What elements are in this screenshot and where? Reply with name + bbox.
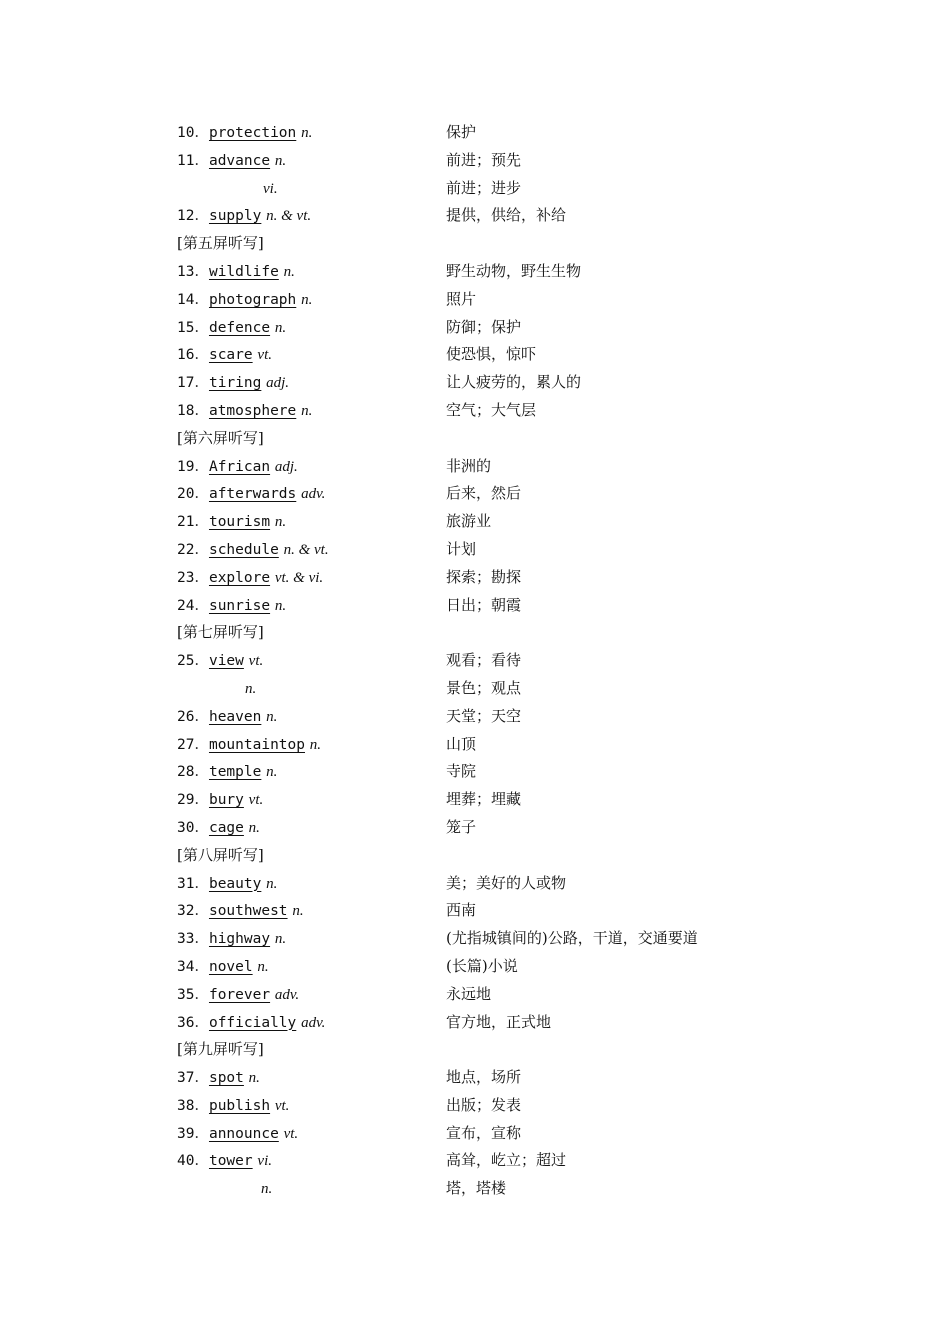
part-of-speech: vi. <box>257 1153 272 1170</box>
entry-number: 16． <box>177 347 209 364</box>
vocab-entry <box>177 1092 817 1120</box>
vocab-entry <box>177 536 817 564</box>
entry-number: 21． <box>177 514 209 531</box>
entry-meaning: 照片 <box>446 289 477 308</box>
entry-meaning: 美；美好的人或物 <box>446 873 567 892</box>
section-heading <box>177 230 817 258</box>
part-of-speech: n. <box>266 875 278 892</box>
part-of-speech: n. <box>301 291 313 308</box>
entry-meaning: 笼子 <box>446 817 477 836</box>
vocab-entry <box>177 1147 817 1175</box>
entry-word: publish <box>208 1097 271 1114</box>
entry-word: defence <box>208 319 271 336</box>
part-of-speech: n. & vt. <box>266 208 312 225</box>
part-of-speech: n. <box>266 764 278 781</box>
entry-number: 24． <box>177 597 209 614</box>
vocab-entry <box>177 119 817 147</box>
entry-word: mountaintop <box>208 736 305 753</box>
entry-meaning: 天堂；天空 <box>446 706 522 725</box>
entry-number: 22． <box>177 541 209 558</box>
entry-word: beauty <box>208 875 262 892</box>
vocab-sub-entry <box>177 675 817 703</box>
entry-number: 14． <box>177 291 209 308</box>
part-of-speech: n. <box>274 514 287 531</box>
part-of-speech: vt. <box>283 1125 299 1142</box>
entry-meaning: 寺院 <box>446 762 477 781</box>
entry-number: 36． <box>177 1014 209 1031</box>
entry-meaning: 官方地，正式地 <box>446 1012 552 1031</box>
vocab-entry <box>177 202 817 230</box>
entry-word: view <box>208 653 244 670</box>
entry-number: 40． <box>177 1153 209 1170</box>
entry-number: 19． <box>177 458 209 475</box>
vocab-entry <box>177 981 817 1009</box>
part-of-speech: vt. <box>274 1097 290 1114</box>
part-of-speech: n. <box>301 402 313 419</box>
entry-meaning: 非洲的 <box>446 456 492 475</box>
entry-number: 35． <box>177 986 209 1003</box>
entry-word: sunrise <box>208 597 271 614</box>
entry-meaning: 地点，场所 <box>446 1068 522 1087</box>
vocab-entry <box>177 870 817 898</box>
part-of-speech: n. <box>274 597 287 614</box>
entry-number: 31． <box>177 875 209 892</box>
entry-number: 32． <box>177 903 209 920</box>
vocab-entry <box>177 369 817 397</box>
entry-meaning: 提供，供给，补给 <box>446 206 567 225</box>
section-heading-text: [第五屏听写] <box>177 234 264 253</box>
entry-meaning: 前进；进步 <box>446 178 522 197</box>
part-of-speech: n. <box>283 263 295 280</box>
part-of-speech: n. <box>248 1070 260 1087</box>
entry-meaning: 塔，塔楼 <box>446 1179 507 1198</box>
entry-meaning: 让人疲劳的，累人的 <box>446 373 582 392</box>
entry-number: 34． <box>177 958 209 975</box>
entry-word: atmosphere <box>208 402 297 419</box>
vocab-sub-entry <box>177 175 817 203</box>
vocab-entry <box>177 731 817 759</box>
entry-word: tiring <box>208 375 262 392</box>
entry-word: cage <box>208 819 244 836</box>
entry-word: forever <box>208 986 271 1003</box>
entry-number: 15． <box>177 319 209 336</box>
entry-word: explore <box>208 569 271 586</box>
vocab-entry <box>177 814 817 842</box>
part-of-speech: n. <box>266 708 278 725</box>
entry-number: 13． <box>177 263 209 280</box>
entry-meaning: 计划 <box>446 539 477 558</box>
entry-number: 20． <box>177 486 209 503</box>
section-heading-text: [第六屏听写] <box>177 428 264 447</box>
entry-number: 11． <box>177 152 209 169</box>
vocab-entry <box>177 897 817 925</box>
entry-meaning: 后来，然后 <box>446 484 522 503</box>
part-of-speech: vt. & vi. <box>274 569 324 586</box>
entry-meaning: 高耸，屹立；超过 <box>446 1151 567 1170</box>
entry-meaning: 前进；预先 <box>446 150 522 169</box>
vocab-entry <box>177 953 817 981</box>
entry-word: announce <box>208 1125 279 1142</box>
entry-number: 12． <box>177 208 209 225</box>
section-heading-text: [第九屏听写] <box>177 1040 264 1059</box>
entry-word: novel <box>208 958 253 975</box>
entry-meaning: 旅游业 <box>446 512 492 531</box>
vocab-entry <box>177 758 817 786</box>
entry-number: 10． <box>177 125 209 141</box>
vocab-entry <box>177 480 817 508</box>
part-of-speech: vt. <box>257 347 272 364</box>
vocab-entry <box>177 925 817 953</box>
part-of-speech: vt. <box>248 792 264 809</box>
entry-meaning: 保护 <box>446 123 477 141</box>
entry-number: 30． <box>177 819 209 836</box>
vocab-entry <box>177 703 817 731</box>
part-of-speech: n. & vt. <box>283 541 329 558</box>
vocab-entry <box>177 314 817 342</box>
vocab-entry <box>177 508 817 536</box>
section-heading <box>177 1036 817 1064</box>
entry-meaning: 日出；朝霞 <box>446 595 522 614</box>
entry-number: 26． <box>177 708 209 725</box>
entry-meaning: 山顶 <box>446 734 477 753</box>
part-of-speech: n. <box>301 125 313 141</box>
vocab-entry <box>177 147 817 175</box>
entry-meaning: 野生动物，野生生物 <box>446 261 582 280</box>
entry-meaning: 永远地 <box>446 984 492 1003</box>
entry-meaning: 西南 <box>446 901 477 920</box>
vocab-sub-entry <box>177 1175 817 1203</box>
entry-meaning: 宣布，宣称 <box>446 1123 522 1142</box>
part-of-speech: n. <box>274 319 287 336</box>
entry-number: 25． <box>177 653 209 670</box>
section-heading <box>177 425 817 453</box>
entry-meaning: 防御；保护 <box>446 317 522 336</box>
part-of-speech: n. <box>245 680 257 697</box>
part-of-speech: n. <box>274 931 287 948</box>
part-of-speech: n. <box>292 903 304 920</box>
vocab-entry <box>177 1120 817 1148</box>
entry-word: tower <box>208 1153 253 1170</box>
entry-word: wildlife <box>208 263 279 280</box>
entry-word: heaven <box>208 708 262 725</box>
entry-meaning: 景色；观点 <box>446 678 522 697</box>
section-heading <box>177 619 817 647</box>
vocab-entry <box>177 258 817 286</box>
part-of-speech: adv. <box>301 1014 326 1031</box>
vocab-entry <box>177 592 817 620</box>
entry-word: photograph <box>208 291 297 308</box>
entry-meaning: 使恐惧，惊吓 <box>446 345 537 364</box>
part-of-speech: vi. <box>263 180 278 197</box>
entry-meaning: (长篇)小说 <box>446 956 518 975</box>
part-of-speech: n. <box>261 1181 273 1198</box>
entry-word: southwest <box>208 903 288 920</box>
entry-number: 18． <box>177 402 209 419</box>
part-of-speech: adj. <box>274 458 298 475</box>
section-heading-text: [第八屏听写] <box>177 845 264 864</box>
entry-number: 38． <box>177 1097 209 1114</box>
entry-number: 37． <box>177 1070 209 1087</box>
vocab-entry <box>177 1064 817 1092</box>
vocab-entry <box>177 564 817 592</box>
part-of-speech: n. <box>274 152 287 169</box>
entry-meaning: 观看；看待 <box>446 651 522 670</box>
entry-word: temple <box>208 764 262 781</box>
entry-number: 28． <box>177 764 209 781</box>
entry-meaning: 埋葬；埋藏 <box>446 790 522 809</box>
entry-word: advance <box>208 152 271 169</box>
entry-meaning: 出版；发表 <box>446 1095 522 1114</box>
entry-word: supply <box>208 208 262 225</box>
entry-number: 29． <box>177 792 209 809</box>
part-of-speech: vt. <box>248 653 264 670</box>
part-of-speech: n. <box>309 736 322 753</box>
entry-word: afterwards <box>208 486 297 503</box>
part-of-speech: adv. <box>274 986 300 1003</box>
vocab-entry <box>177 341 817 369</box>
part-of-speech: adv. <box>301 486 326 503</box>
entry-number: 23． <box>177 569 209 586</box>
vocab-entry <box>177 647 817 675</box>
vocabulary-list <box>177 119 817 1203</box>
entry-word: tourism <box>208 514 271 531</box>
entry-word: schedule <box>208 541 279 558</box>
entry-meaning: 空气；大气层 <box>446 400 537 419</box>
entry-meaning: (尤指城镇间的)公路，干道，交通要道 <box>446 929 698 948</box>
vocab-entry <box>177 786 817 814</box>
entry-number: 33． <box>177 931 209 948</box>
entry-word: scare <box>208 347 253 364</box>
part-of-speech: n. <box>257 958 269 975</box>
vocab-entry <box>177 397 817 425</box>
entry-word: highway <box>208 931 271 948</box>
entry-number: 39． <box>177 1125 209 1142</box>
entry-word: bury <box>208 792 244 809</box>
section-heading <box>177 842 817 870</box>
section-heading-text: [第七屏听写] <box>177 623 264 642</box>
part-of-speech: n. <box>248 819 260 836</box>
entry-word: officially <box>208 1014 297 1031</box>
entry-word: African <box>208 458 271 475</box>
entry-number: 27． <box>177 736 209 753</box>
vocab-entry <box>177 453 817 481</box>
entry-word: spot <box>208 1070 244 1087</box>
vocab-entry <box>177 286 817 314</box>
part-of-speech: adj. <box>266 375 290 392</box>
entry-word: protection <box>208 125 297 141</box>
entry-meaning: 探索；勘探 <box>446 567 522 586</box>
vocab-entry <box>177 1009 817 1037</box>
entry-number: 17． <box>177 375 209 392</box>
